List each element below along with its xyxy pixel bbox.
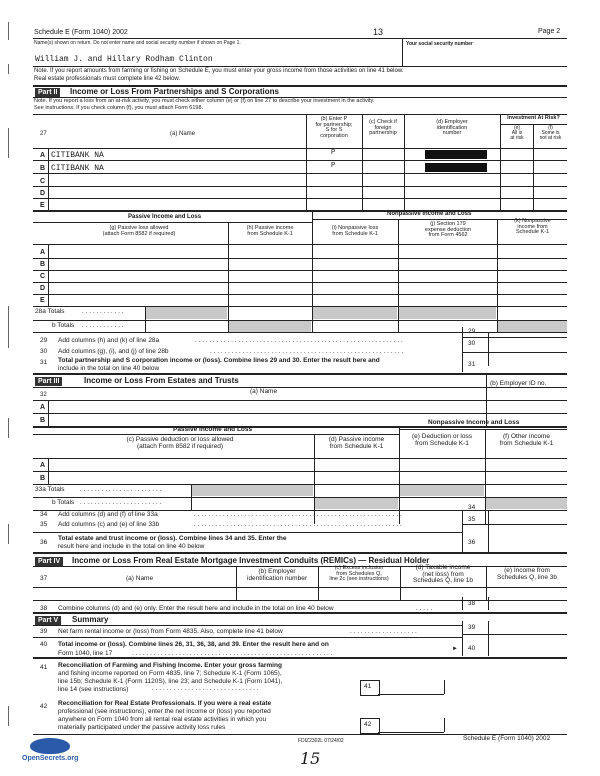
row-letter-b-2: B	[40, 261, 46, 268]
line-32-number: 32	[40, 392, 47, 398]
row-letter-d-2: D	[40, 285, 46, 292]
note-real-estate: Real estate professionals must complete line 42 below.	[34, 76, 181, 82]
row-letter-c-2: C	[40, 273, 46, 280]
form-code: FDIZ2302L 07/24/02	[298, 738, 344, 744]
part-5-label: Part V	[35, 616, 61, 625]
col-i-header: (i) Nonpassive loss from Schedule K-1	[331, 225, 379, 237]
estate-row-b: B	[40, 417, 46, 424]
line-40-text-2: Form 1040, line 17	[58, 650, 113, 657]
col-d-remic-header: (d) Taxable income (net loss) from Schedules Q, line 1b	[413, 564, 473, 584]
estate-row-a: A	[40, 404, 46, 411]
col-k-header: (k) Nonpassive income from Schedule K-1	[514, 218, 551, 235]
note-farming: Note. If you report amounts from farming or fishing on Schedule E, you must enter your gross income from those activities on line 41 below.	[34, 68, 404, 74]
handwritten-number: 13	[373, 27, 384, 37]
col-f-header: (f) Some is not at risk	[539, 125, 562, 141]
row-letter-e: E	[40, 202, 45, 209]
line-39-box-number: 39	[468, 624, 476, 631]
line-38-box-number: 38	[468, 600, 476, 607]
shaded-cell	[313, 307, 397, 319]
part-3-title: Income or Loss From Estates and Trusts	[84, 376, 239, 385]
name-field-label: Name(s) shown on return. Do not enter name and social security number if shown on Page 1.	[34, 40, 241, 46]
line-34-text: Add columns (d) and (f) of line 33a	[58, 511, 158, 518]
line-29-box-number: 29	[468, 328, 476, 335]
shaded-cell	[229, 321, 311, 332]
line-33a-totals: 33a Totals	[35, 486, 65, 493]
line-27-number: 27	[40, 131, 47, 137]
handwritten-page-number: 15	[300, 749, 321, 768]
shaded-cell	[315, 498, 398, 509]
estate-passive-header: Passive Income and Loss	[173, 426, 253, 433]
line-36-number: 36	[40, 539, 48, 546]
line-35-box-number: 35	[468, 516, 476, 523]
col-a-name-header: (a) Name	[170, 131, 196, 137]
shaded-cell	[486, 498, 567, 509]
line-30-number: 30	[40, 348, 48, 355]
line-31-text-2: include in the total on line 40 below	[58, 365, 160, 372]
col-b-employer-id: (b) Employer ID no.	[490, 380, 547, 387]
col-h-header: (h) Passive income from Schedule K-1	[246, 225, 294, 237]
opensecrets-watermark: OpenSecrets.org	[22, 755, 79, 762]
part-2-note: Note. If you report a loss from an at-risk activity, you must check either column (e) or (f) on line 27 to describe your investment in the activity.	[34, 98, 375, 104]
line-40-text: Total income or (loss). Combine lines 26, 31, 36, 38, and 39. Enter the result here and on	[58, 641, 329, 648]
line-41-number: 41	[40, 664, 48, 671]
col-e-remic-header: (e) Income from Schedules Q, line 3b	[497, 567, 557, 581]
line-42-box-number: 42	[364, 721, 372, 728]
line-35-number: 35	[40, 521, 48, 528]
line-31-text: Total partnership and S corporation income or (loss). Combine lines 29 and 30. Enter the result here and	[58, 357, 380, 364]
line-39-text: Net farm rental income or (loss) from Form 4835. Also, complete line 41 below	[58, 628, 283, 635]
line-30-box-number: 30	[468, 340, 476, 347]
estate-row-b-2: B	[40, 475, 46, 482]
arrow-icon: ►	[452, 646, 458, 652]
line-28a-totals: 28a Totals	[35, 308, 65, 315]
investment-at-risk-header: Investment At Risk?	[507, 115, 560, 121]
col-d-estate-header: (d) Passive income from Schedule K-1	[328, 436, 385, 450]
line-37-number: 37	[40, 575, 48, 582]
line-40-box-number: 40	[468, 645, 476, 652]
col-a-estate-name: (a) Name	[250, 388, 278, 395]
line-30-text: Add columns (g), (i), and (j) of line 28b	[58, 348, 169, 355]
estate-nonpassive-header: Nonpassive Income and Loss	[428, 419, 520, 426]
ssn-field-label: Your social security number	[406, 41, 473, 47]
part-4-label: Part IV	[35, 557, 63, 566]
col-f-estate-header: (f) Other income from Schedule K-1	[499, 433, 554, 447]
form-title: Schedule E (Form 1040) 2002	[34, 29, 128, 36]
line-36-text: Total estate and trust income or (loss). Combine lines 34 and 35. Enter the	[58, 535, 287, 542]
line-35-text: Add columns (c) and (e) of line 33b	[58, 521, 160, 528]
part-3-label: Part III	[35, 377, 62, 386]
part-2-label: Part II	[35, 88, 60, 97]
shaded-cell	[399, 307, 496, 319]
form-footer-title: Schedule E (Form 1040) 2002	[463, 735, 551, 742]
redacted-ein-b	[425, 163, 487, 172]
line-36-box-number: 36	[468, 539, 476, 546]
line-41-text: Reconciliation of Farming and Fishing Income. Enter your gross farming and fishing income reported on Form 4835, line 7; Schedule K-1 (Form 1065), line 15b; Schedule K-1 (Form 1120S), line 23; and Schedule K-1 (Form 1041), line 14 (see instructions)	[58, 662, 283, 693]
part-5-title: Summary	[72, 615, 109, 624]
col-c-remic-header: (c) Excess inclusion from Schedules Q, line 2c (see instructions)	[329, 565, 389, 582]
entity-type-b: P	[331, 162, 336, 170]
col-b-header: (b) Enter P for partnership; S for S corporation	[315, 116, 353, 139]
col-e-header: (e) All is at risk	[510, 125, 524, 141]
shaded-cell	[192, 485, 313, 496]
col-j-header: (j) Section 179 expense deduction from Form 4562	[424, 221, 472, 238]
row-letter-e-2: E	[40, 297, 45, 304]
col-e-estate-header: (e) Deduction or loss from Schedule K-1	[412, 433, 472, 447]
line-36-text-2: result here and include in the total on line 40 below	[58, 543, 205, 550]
col-b-remic-header: (b) Employer identification number	[247, 568, 307, 582]
line-28b-totals: b Totals	[52, 322, 75, 329]
part-4-title: Income or Loss From Real Estate Mortgage Investment Conduits (REMICs) — Residual Holder	[72, 556, 430, 565]
partnership-name-a: CITIBANK NA	[51, 151, 104, 160]
line-42-text: Reconciliation for Real Estate Professionals. If you were a real estate professional (see instructions), enter the net income or (loss) you reported anywhere on Form 1040 from all rental real estate activities in which you materially participated under the passive activity loss rules	[58, 700, 272, 731]
line-38-number: 38	[40, 605, 48, 612]
row-letter-a-2: A	[40, 249, 46, 256]
entity-type-a: P	[331, 149, 336, 157]
line-34-box-number: 34	[468, 504, 476, 511]
nonpassive-income-header: Nonpassive Income and Loss	[387, 211, 472, 217]
redacted-ein-a	[425, 150, 487, 159]
col-g-header: (g) Passive loss allowed (attach Form 8582 if required)	[102, 225, 176, 237]
part-2-note-2: See instructions. If you check column (f), you must attach Form 6198.	[34, 105, 204, 111]
line-41-box-number: 41	[364, 683, 372, 690]
line-29-number: 29	[40, 337, 48, 344]
col-a-remic-name: (a) Name	[126, 575, 154, 582]
line-42-number: 42	[40, 703, 48, 710]
line-29-text: Add columns (h) and (k) of line 28a	[58, 337, 160, 344]
line-38-text: Combine columns (d) and (e) only. Enter the result here and include in the total on line 40 below	[58, 605, 334, 612]
estate-row-a-2: A	[40, 462, 46, 469]
row-letter-a: A	[40, 152, 46, 159]
line-34-number: 34	[40, 511, 48, 518]
line-39-number: 39	[40, 628, 48, 635]
partnership-name-b: CITIBANK NA	[51, 164, 104, 173]
shaded-cell	[146, 307, 227, 319]
row-letter-b: B	[40, 165, 46, 172]
line-40-number: 40	[40, 641, 48, 648]
col-c-header: (c) Check if foreign partnership	[369, 119, 397, 136]
col-d-header: (d) Employer identification number	[436, 119, 468, 136]
line-31-number: 31	[40, 359, 48, 366]
taxpayer-name: William J. and Hillary Rodham Clinton	[35, 55, 213, 64]
shaded-cell	[400, 485, 484, 496]
part-2-title: Income or Loss From Partnerships and S Corporations	[70, 87, 279, 96]
line-31-box-number: 31	[468, 361, 476, 368]
line-33b-totals: b Totals	[52, 499, 75, 506]
col-c-estate-header: (c) Passive deduction or loss allowed (attach Form 8582 if required)	[126, 436, 234, 450]
row-letter-c: C	[40, 178, 46, 185]
row-letter-d: D	[40, 190, 46, 197]
opensecrets-logo-icon	[30, 738, 70, 754]
page-number: Page 2	[538, 28, 561, 35]
passive-income-header: Passive Income and Loss	[128, 214, 202, 220]
